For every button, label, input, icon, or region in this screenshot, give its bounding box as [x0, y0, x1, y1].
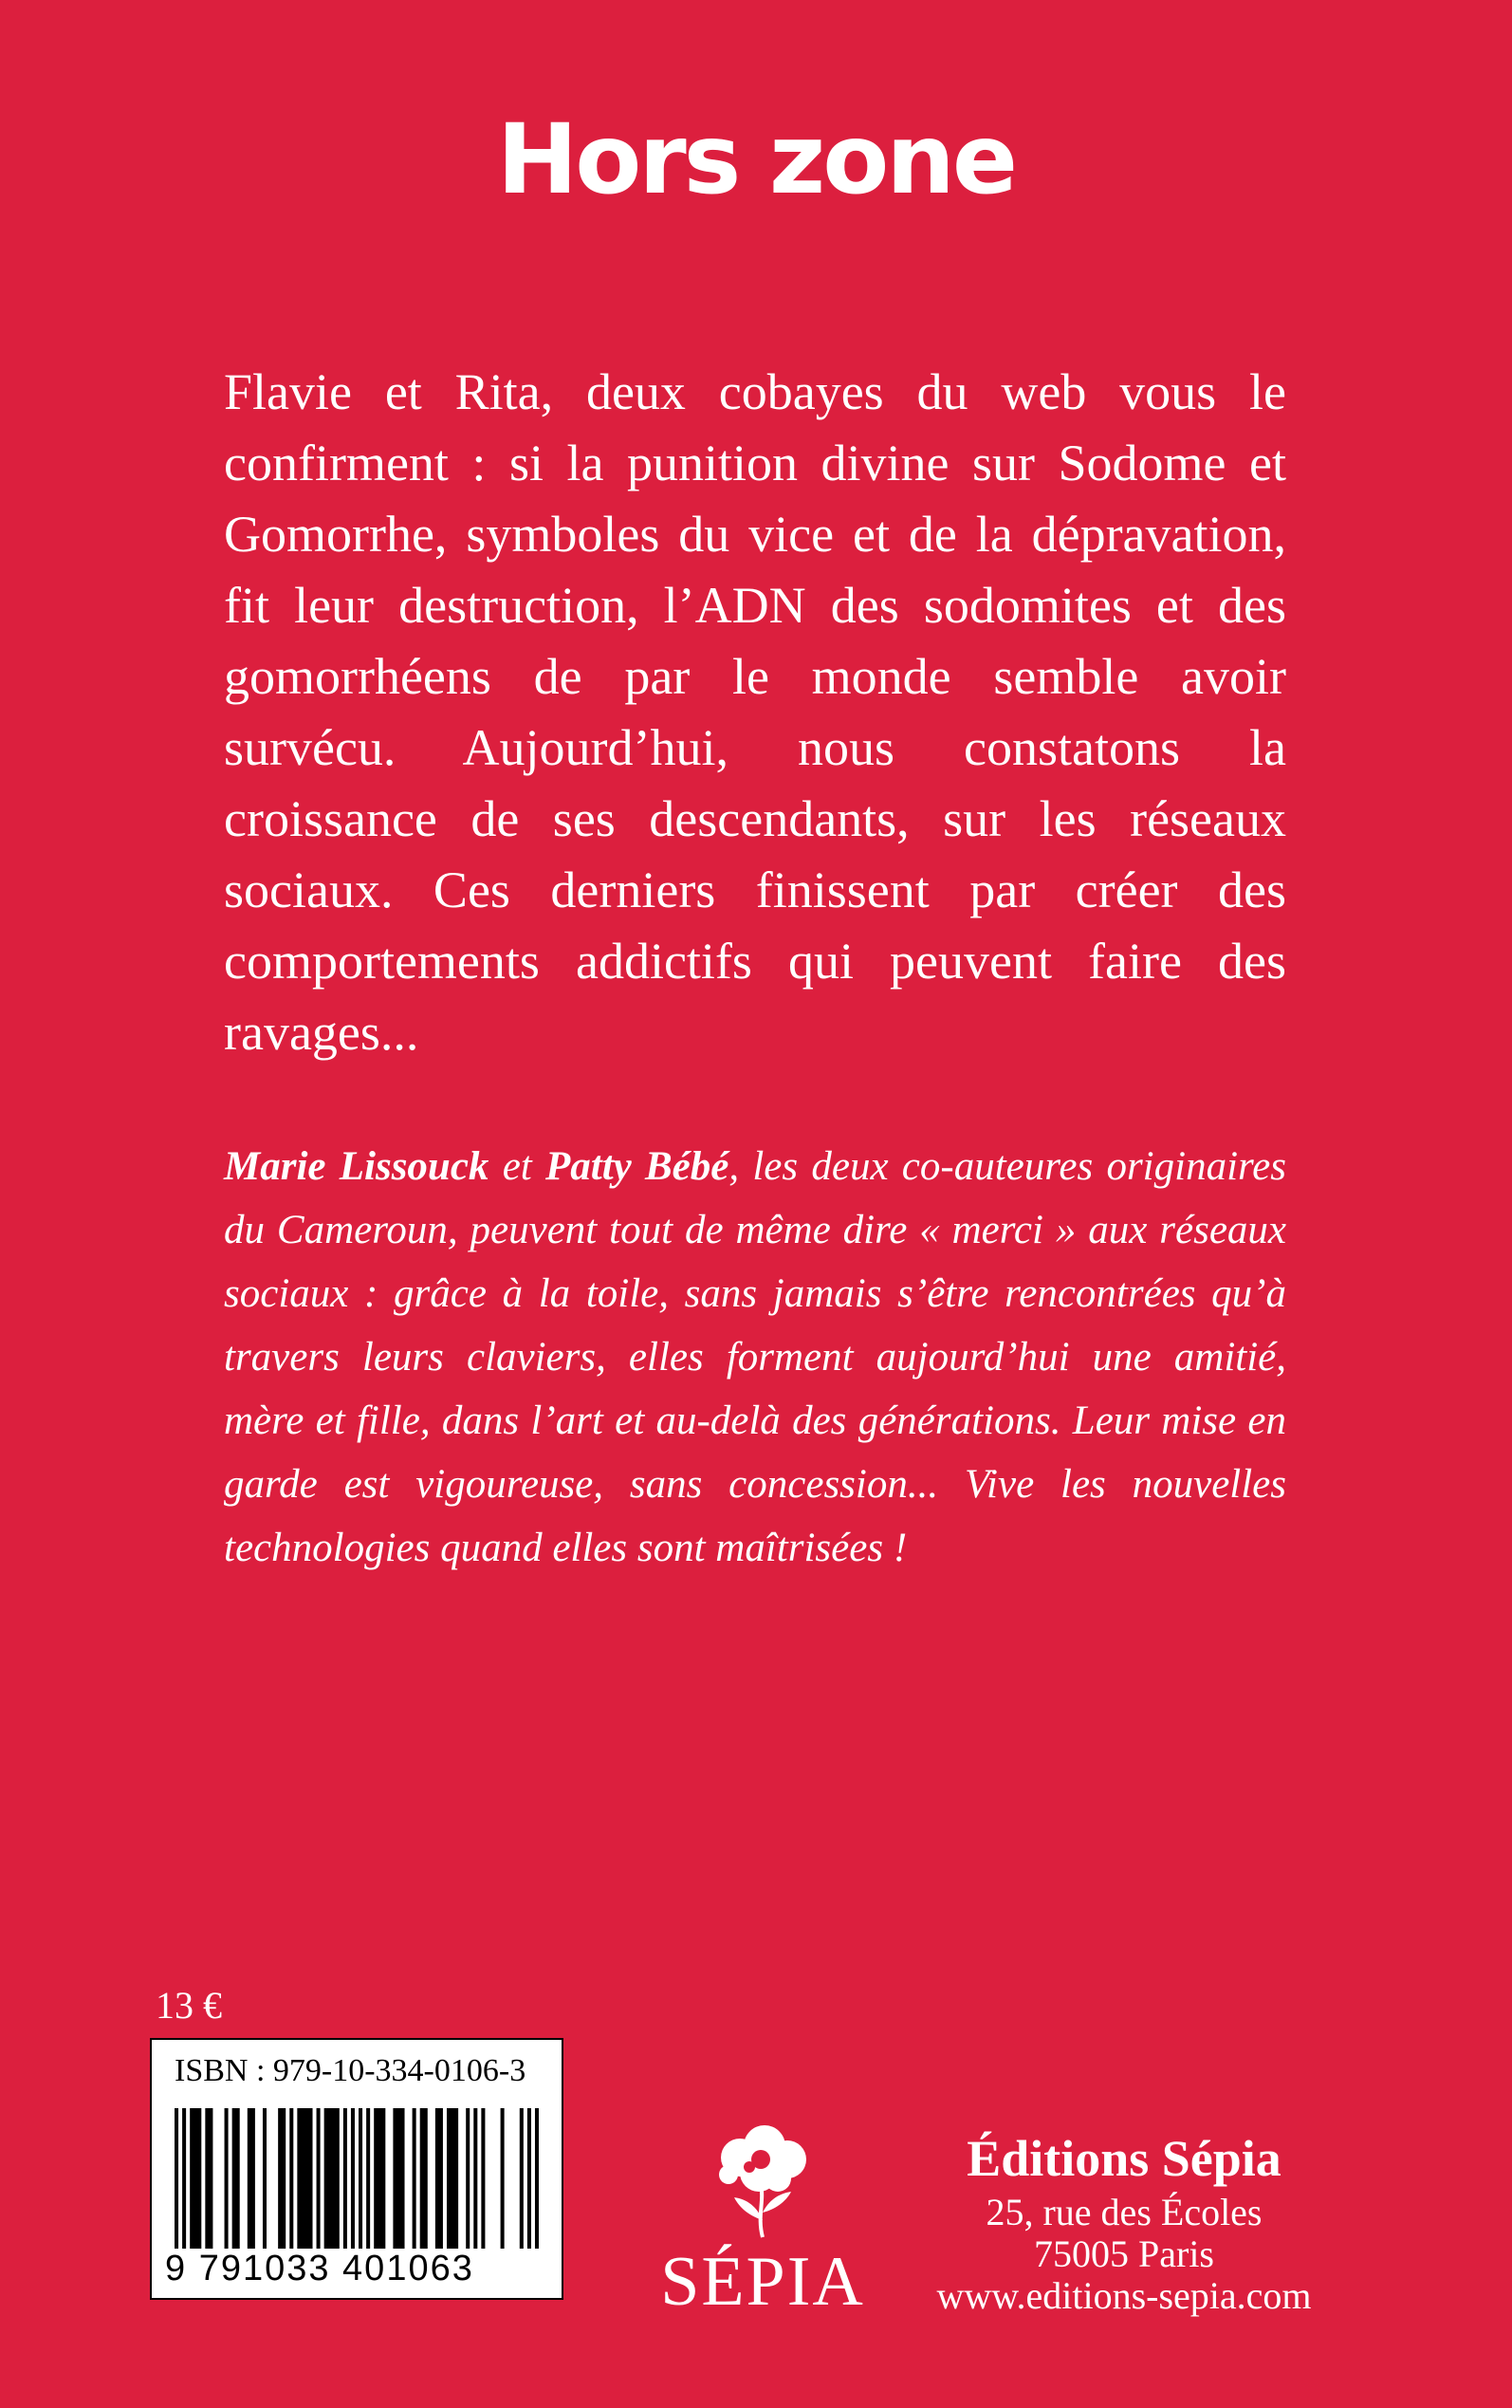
publisher-address-street: 25, rue des Écoles [986, 2191, 1263, 2233]
author-bio [224, 1135, 1286, 1580]
barcode-digits: 9 791033 401063 [165, 2249, 474, 2288]
barcode-bar [520, 2108, 524, 2249]
publisher-block [911, 2130, 1337, 2317]
barcode-bar [527, 2108, 531, 2249]
barcode-bar [473, 2108, 477, 2249]
barcode-bar [324, 2108, 340, 2249]
barcode-bar [393, 2108, 404, 2249]
barcode-bar [248, 2108, 255, 2249]
publisher-website: www.editions-sepia.com [936, 2274, 1312, 2317]
price-label: 13 € [156, 1984, 222, 2027]
flower-logo-icon [658, 2125, 867, 2249]
barcode-bar [263, 2108, 267, 2249]
barcode-image [175, 2108, 539, 2249]
isbn-barcode-box [150, 2038, 563, 2300]
barcode-bar [205, 2108, 212, 2249]
barcode-bar [297, 2108, 312, 2249]
publisher-address-city: 75005 Paris [1034, 2232, 1214, 2275]
barcode-bar [447, 2108, 458, 2249]
barcode-bar [481, 2108, 485, 2249]
author-joiner: et [489, 1144, 545, 1189]
barcode-bar [232, 2108, 240, 2249]
barcode-bar [182, 2108, 186, 2249]
barcode-bar [359, 2108, 362, 2249]
barcode-bar [278, 2108, 286, 2249]
logo-text: SÉPIA [660, 2243, 865, 2321]
author-name-1: Marie Lissouck [224, 1144, 489, 1189]
barcode-bar [343, 2108, 347, 2249]
barcode-bar [501, 2108, 505, 2249]
barcode-bar [535, 2108, 539, 2249]
barcode-bar [175, 2108, 178, 2249]
barcode-bar [374, 2108, 385, 2249]
author-name-2: Patty Bébé [544, 1144, 729, 1189]
barcode-bar [466, 2108, 470, 2249]
isbn-number: ISBN : 979-10-334-0106-3 [175, 2053, 526, 2088]
barcode-bar [351, 2108, 355, 2249]
barcode-bar [366, 2108, 370, 2249]
barcode-bar [190, 2108, 201, 2249]
sepia-logo [658, 2125, 867, 2321]
synopsis-text: Flavie et Rita, deux cobayes du web vous le confirment : si la punition divine sur Sodome et Gomorrhe, symboles du vice et de la dépravation, fit leur destruction, l’ADN des sodomites et des gomorrhéens de par le monde semble avoir survécu. Aujourd’hui, nous constatons la croissance de ses descendants, sur les réseaux sociaux. Ces derniers finissent par créer des comportements addictifs qui peuvent faire des ravages... [224, 363, 1286, 1061]
publisher-name: Éditions Sépia [967, 2130, 1282, 2187]
barcode-bar [420, 2108, 428, 2249]
author-bio-text: , les deux co-auteures originaires du Cameroun, peuvent tout de même dire « merci » aux réseaux sociaux : grâce à la toile, sans jamais s’être rencontrées qu’à travers leurs claviers, elles forment aujourd’hui une amitié, mère et fille, dans l’art et au-delà des générations. Leur mise en garde est vigoureuse, sans concession... Vive les nouvelles technologies quand elles sont maîtrisées ! [224, 1144, 1286, 1570]
barcode-bar [317, 2108, 321, 2249]
barcode-bar [435, 2108, 443, 2249]
barcode-bar [289, 2108, 293, 2249]
book-title: Hors zone [496, 103, 1016, 216]
barcode-bar [225, 2108, 229, 2249]
barcode-bar [413, 2108, 416, 2249]
